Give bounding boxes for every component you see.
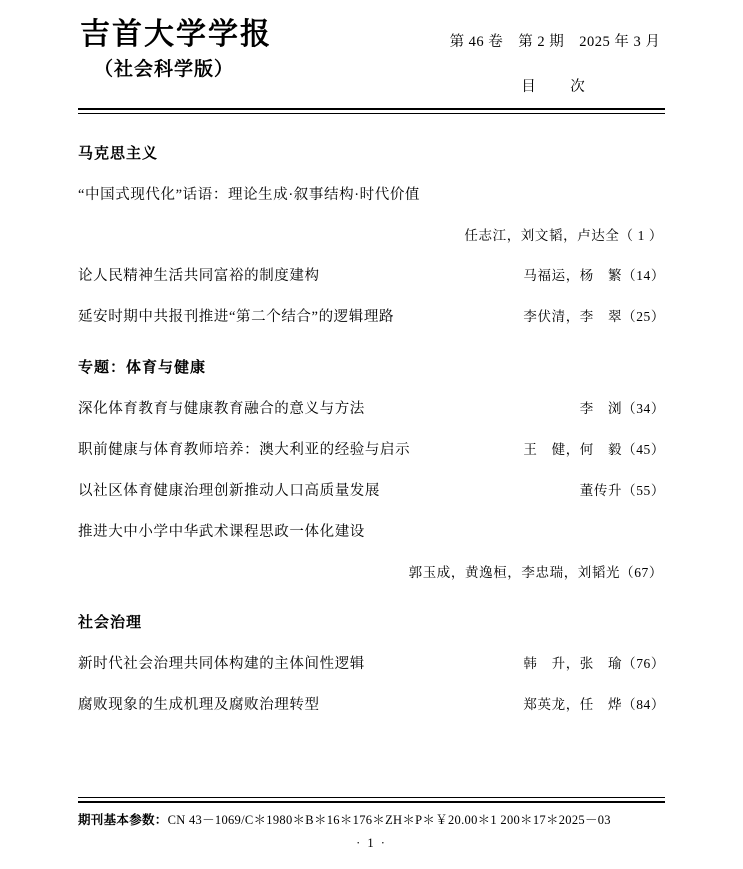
toc-entry[interactable] [78, 479, 665, 500]
journal-parameters-value: CN 43－1069/C＊1980＊B＊16＊176＊ZH＊P＊￥20.00＊1 200＊17＊2025－03 [167, 813, 611, 827]
toc-entry[interactable] [78, 183, 665, 244]
entry-title: 新时代社会治理共同体构建的主体间性逻辑 [78, 656, 365, 672]
toc-entry[interactable] [78, 652, 665, 673]
entry-title: 以社区体育健康治理创新推动人口高质量发展 [78, 483, 380, 499]
journal-title: 吉首大学学报 [80, 17, 272, 52]
issue-block [445, 18, 665, 96]
issue-line: 第 46 卷 第 2 期 2025 年 3 月 [449, 34, 661, 50]
page-number: · 1 · [356, 836, 387, 850]
entry-title: “中国式现代化”话语：理论生成·叙事结构·时代价值 [78, 187, 421, 203]
entry-title: 推进大中小学中华武术课程思政一体化建设 [78, 524, 365, 540]
entry-authors-page: 王 健，何 毅（45） [523, 442, 665, 457]
entry-authors-page: 郭玉成，黄逸桓，李忠瑞，刘韬光（67） [408, 565, 663, 580]
entry-title: 论人民精神生活共同富裕的制度建构 [78, 268, 320, 284]
toc-entry[interactable] [78, 305, 665, 326]
entry-authors-page: 任志江，刘文韬，卢达全（ 1 ） [464, 228, 663, 243]
entry-title: 延安时期中共报刊推进“第二个结合”的逻辑理路 [78, 309, 395, 325]
masthead [78, 0, 665, 96]
toc-section [78, 611, 665, 714]
entry-authors-page: 董传升（55） [579, 483, 665, 498]
entry-authors-page: 李伏清，李 翠（25） [523, 309, 665, 324]
entry-authors-page: 韩 升，张 瑜（76） [523, 656, 665, 671]
entry-authors-page: 李 浏（34） [579, 401, 665, 416]
toc-entry[interactable] [78, 520, 665, 581]
footer-divider [78, 797, 665, 803]
toc-entry[interactable] [78, 693, 665, 714]
entry-authors-page: 马福运，杨 繁（14） [523, 268, 665, 283]
section-title: 马克思主义 [78, 144, 159, 162]
page-footer [78, 797, 665, 851]
journal-title-block [78, 18, 272, 81]
entry-title: 职前健康与体育教师培养：澳大利亚的经验与启示 [78, 442, 411, 458]
table-of-contents [78, 114, 665, 714]
toc-section [78, 142, 665, 326]
toc-section [78, 356, 665, 581]
journal-parameters [78, 810, 665, 828]
section-title: 专题：体育与健康 [78, 358, 207, 376]
entry-authors-page: 郑英龙，任 烨（84） [523, 697, 665, 712]
section-title: 社会治理 [78, 613, 143, 631]
toc-entry[interactable] [78, 264, 665, 285]
entry-title: 深化体育教育与健康教育融合的意义与方法 [78, 401, 365, 417]
journal-parameters-label: 期刊基本参数： [78, 812, 168, 827]
toc-entry[interactable] [78, 397, 665, 418]
toc-entry[interactable] [78, 438, 665, 459]
journal-subtitle: （社会科学版） [94, 57, 235, 80]
contents-label: 目 次 [521, 79, 595, 95]
entry-title: 腐败现象的生成机理及腐败治理转型 [78, 697, 320, 713]
